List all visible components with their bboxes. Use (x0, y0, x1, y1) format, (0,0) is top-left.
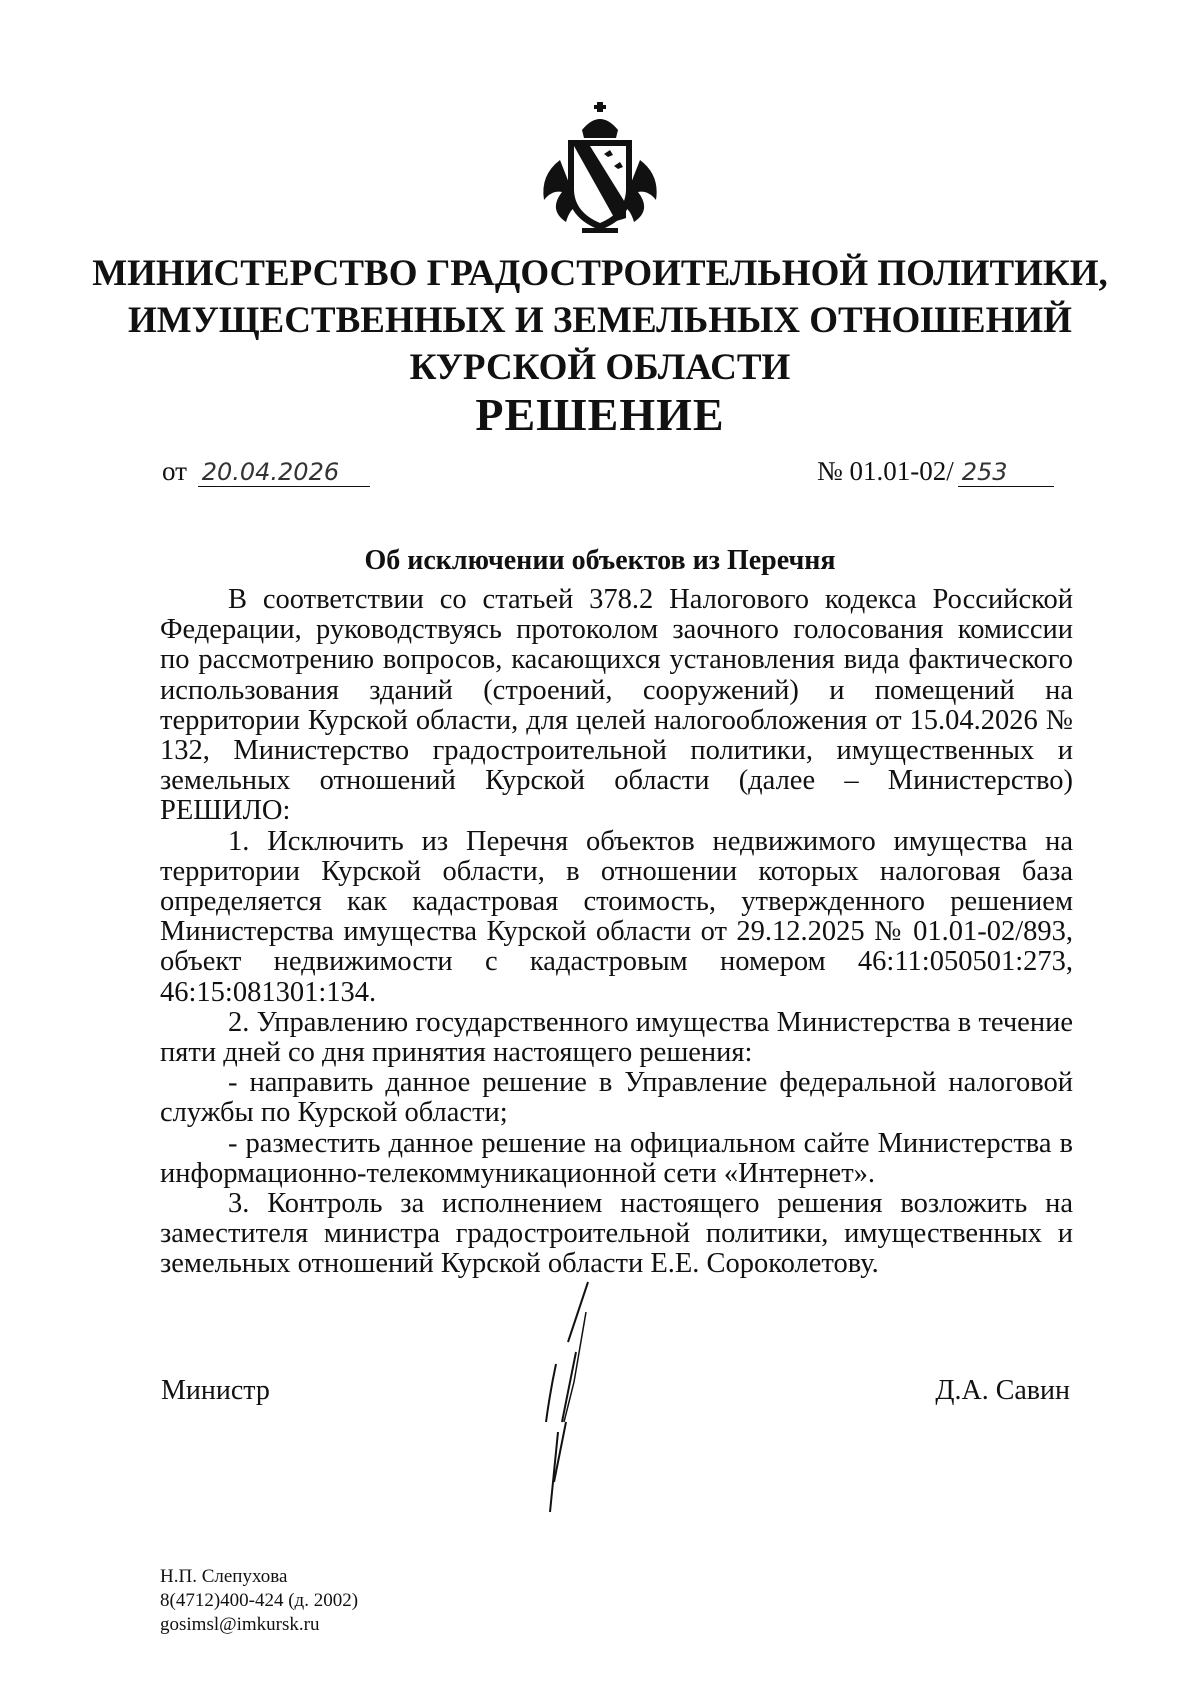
ministry-header-line: МИНИСТЕРСТВО ГРАДОСТРОИТЕЛЬНОЙ ПОЛИТИКИ, (92, 253, 1108, 294)
preamble-paragraph: В соответствии со статьей 378.2 Налогового кодекса Российской Федерации, руководствуясь протоколом заочного голосования комиссии по рассмотрению вопросов, касающихся установления вида фактического использования зданий (строений, сооружений) и помещений на территории Курской области, для целей налогообложения от 15.04.2026 № 132, Министерство градостроительной политики, имущественных и земельных отношений Курской области (далее – Министерство) РЕШИЛО: (160, 584, 1073, 827)
executor-email: gosimsl@imkursk.ru (160, 1614, 320, 1635)
handwritten-number: 253 (958, 458, 1054, 487)
executor-info (160, 1565, 358, 1637)
executor-name: Н.П. Слепухова (160, 1566, 288, 1587)
decision-item-1: 1. Исключить из Перечня объектов недвижимого имущества на территории Курской области, в отношении которых налоговая база определяется как кадастровая стоимость, утвержденного решением Министерства имущества Курской области от 29.12.2025 № 01.01-02/893, объект недвижимости с кадастровым номером 46:11:050501:273, 46:15:081301:134. (160, 825, 1073, 1008)
decision-item-2: 2. Управлению государственного имущества Министерства в течение пяти дней со дня принятия настоящего решения: (160, 1006, 1073, 1069)
ministry-header (0, 250, 1200, 391)
decision-item-2-subitem: - направить данное решение в Управление федеральной налоговой службы по Курской области; (160, 1067, 1073, 1129)
decision-item-3: 3. Контроль за исполнением настоящего решения возложить на заместителя министра градостроительной политики, имущественных и земельных отношений Курской области Е.Е. Сороколетову. (160, 1188, 1073, 1280)
number-prefix: № 01.01-02/ (817, 456, 954, 486)
document-title: РЕШЕНИЕ (475, 389, 725, 440)
executor-phone: 8(4712)400-424 (д. 2002) (160, 1590, 359, 1611)
signatory-position: Министр (161, 1375, 270, 1406)
date-prefix: от (162, 456, 187, 486)
ministry-header-line: КУРСКОЙ ОБЛАСТИ (409, 347, 791, 388)
document-number (817, 456, 1054, 487)
decision-item-2-subitem: - разместить данное решение на официальном сайте Министерства в информационно-телекоммуникационной сети «Интернет». (160, 1127, 1073, 1189)
document-date (162, 456, 370, 487)
coat-of-arms-emblem (530, 100, 670, 235)
ministry-header-line: ИМУЩЕСТВЕННЫХ И ЗЕМЕЛЬНЫХ ОТНОШЕНИЙ (128, 300, 1072, 341)
document-subject: Об исключении объектов из Перечня (364, 545, 836, 576)
handwritten-date: 20.04.2026 (198, 458, 370, 487)
signatory-name: Д.А. Савин (935, 1375, 1070, 1406)
document-body (160, 585, 1073, 1280)
handwritten-signature (528, 1272, 628, 1522)
